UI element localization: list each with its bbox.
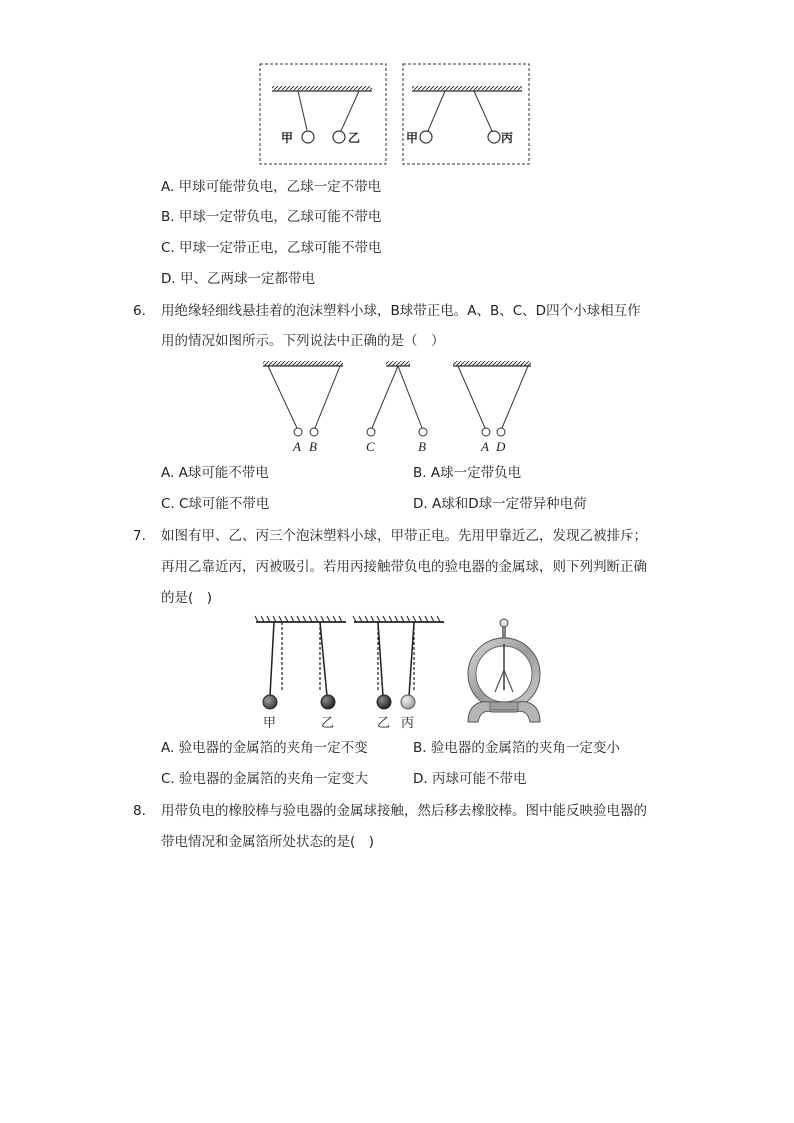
q7-option-b: B. 验电器的金属箔的夹角一定变小: [413, 740, 620, 756]
q7-text-line2: 再用乙靠近丙，丙被吸引。若用丙接触带负电的验电器的金属球，则下列判断正确: [161, 559, 647, 575]
q8-text-line1: 用带负电的橡胶棒与验电器的金属球接触，然后移去橡胶棒。图中能反映验电器的: [161, 803, 647, 819]
q6-option-c: C. C球可能不带电: [161, 496, 270, 512]
q7-label-bing: 丙: [401, 716, 415, 731]
q5-ball-yi: [333, 131, 345, 143]
q8-text-line2: 带电情况和金属箔所处状态的是( ): [161, 834, 375, 850]
q6-ceiling-1: [263, 361, 343, 366]
q6-label-c: C: [366, 439, 375, 454]
q5-ball-bing: [488, 131, 500, 143]
q6-label-a1: A: [293, 439, 301, 454]
q7-label-yi-1: 乙: [321, 716, 335, 731]
q7-ball-bing: [401, 695, 415, 709]
q6-ball-b2: [419, 428, 427, 436]
q6-number: 6.: [133, 303, 146, 319]
q6-label-b2: B: [418, 439, 426, 454]
q7-label-yi-2: 乙: [377, 716, 391, 731]
q6-figure: [260, 358, 540, 458]
q5-right-ceiling: [412, 86, 522, 91]
q5-option-c: C. 甲球一定带正电，乙球可能不带电: [161, 240, 382, 256]
q6-ball-a1: [294, 428, 302, 436]
q5-option-a: A. 甲球可能带负电，乙球一定不带电: [161, 179, 382, 195]
q7-option-a: A. 验电器的金属箔的夹角一定不变: [161, 740, 368, 756]
q7-option-d: D. 丙球可能不带电: [413, 771, 527, 787]
q7-figure: [254, 614, 554, 732]
q6-option-b: B. A球一定带负电: [413, 465, 522, 481]
q6-ball-c: [367, 428, 375, 436]
q8-number: 8.: [133, 803, 146, 819]
q5-label-bing: 丙: [501, 131, 514, 145]
q6-option-d: D. A球和D球一定带异种电荷: [413, 496, 587, 512]
q6-ball-d: [497, 428, 505, 436]
q6-label-a2: A: [481, 439, 489, 454]
q5-label-yi: 乙: [348, 131, 361, 145]
q7-ceiling-2: [353, 616, 444, 622]
q5-figure: [258, 62, 533, 166]
q6-option-a: A. A球可能不带电: [161, 465, 269, 481]
q6-text-line2: 用的情况如图所示。下列说法中正确的是（ ）: [161, 333, 445, 349]
q7-text-line1: 如图有甲、乙、丙三个泡沫塑料小球，甲带正电。先用甲靠近乙，发现乙被排斥；: [161, 528, 647, 544]
q5-option-d: D. 甲、乙两球一定都带电: [161, 271, 315, 287]
q7-ceiling-1: [255, 616, 346, 622]
q5-ball-jia-right: [420, 131, 432, 143]
q5-option-b: B. 甲球一定带负电，乙球可能不带电: [161, 209, 382, 225]
q5-left-ceiling: [272, 86, 372, 91]
q6-ceiling-3: [453, 361, 531, 366]
q7-ball-yi-2: [377, 695, 391, 709]
q7-ball-yi-1: [321, 695, 335, 709]
q7-option-c: C. 验电器的金属箔的夹角一定变大: [161, 771, 369, 787]
q7-ball-jia: [263, 695, 277, 709]
q7-electroscope: [468, 619, 540, 722]
q6-ball-b1: [310, 428, 318, 436]
q6-label-d: D: [496, 439, 506, 454]
q6-ball-a2: [482, 428, 490, 436]
q6-label-b1: B: [309, 439, 317, 454]
q5-label-jia-right: 甲: [406, 131, 419, 145]
q5-right-frame: [403, 64, 529, 164]
q7-text-line3: 的是( ): [161, 590, 213, 606]
q6-text-line1: 用绝缘轻细线悬挂着的泡沫塑料小球，B球带正电。A、B、C、D四个小球相互作: [161, 303, 641, 319]
q7-label-jia: 甲: [263, 716, 277, 731]
q7-number: 7.: [133, 528, 146, 544]
q6-ceiling-2: [386, 361, 410, 366]
q5-left-frame: [260, 64, 386, 164]
q5-ball-jia-left: [302, 131, 314, 143]
q5-label-jia-left: 甲: [281, 131, 294, 145]
